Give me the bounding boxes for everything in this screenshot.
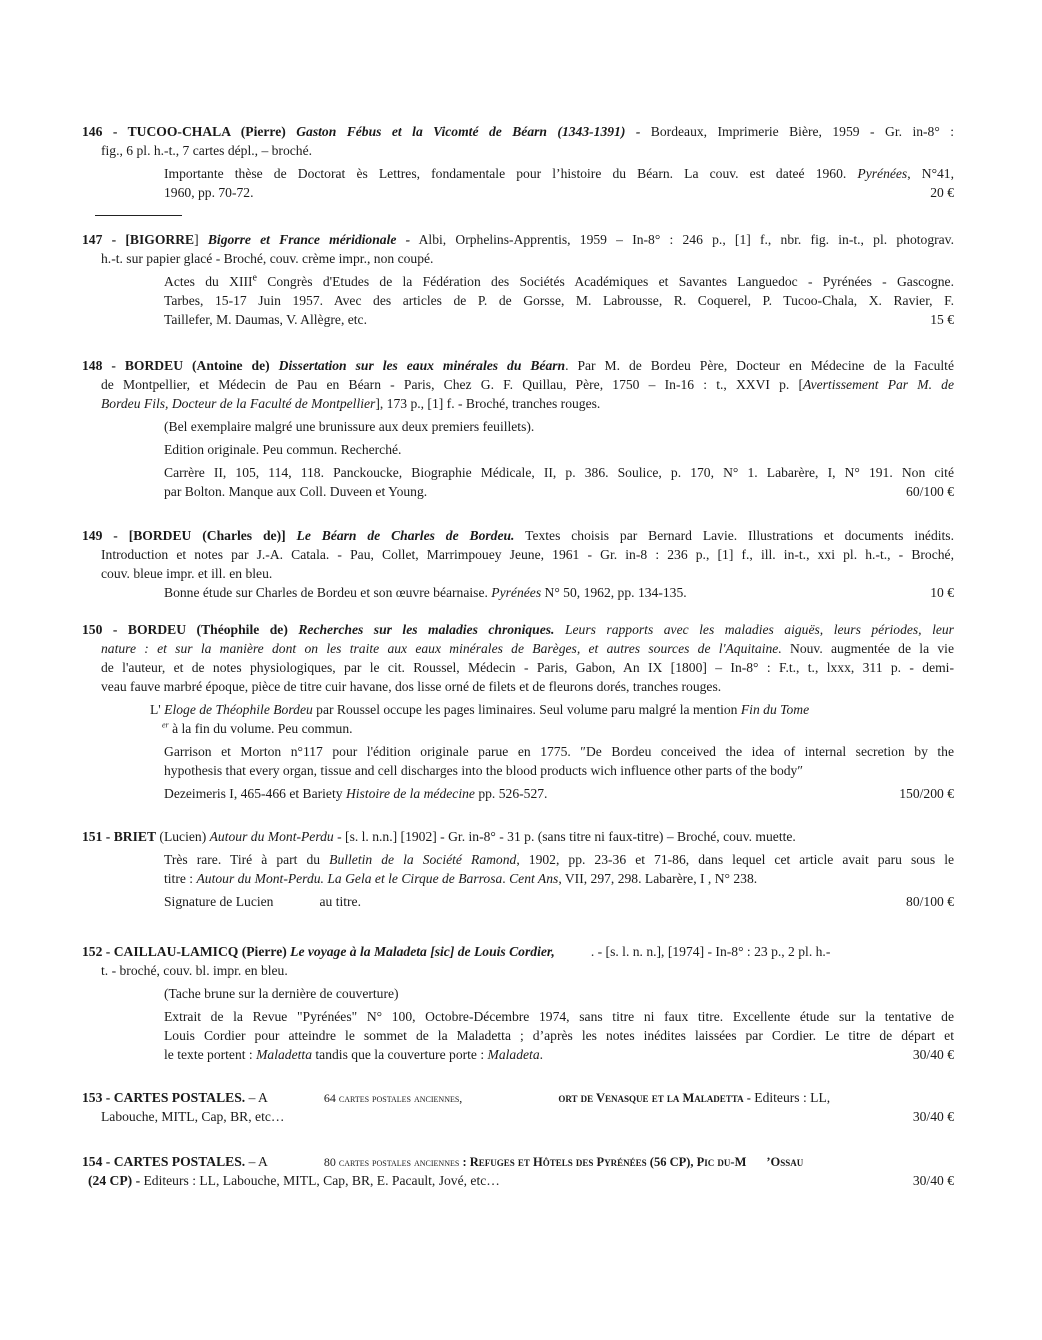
- entry-collation: couv. bleue impr. et ill. en bleu.: [101, 566, 273, 581]
- entry-title-line: 152 - CAILLAU-LAMICQ (Pierre) Le voyage à la Maladeta [sic] de Louis Cordier, . - [s. l. n. n.], [1974] - In-8° : 23 p., 2 pl. h.-: [82, 944, 831, 959]
- entry-title-line: 150 - BORDEU (Théophile de) Recherches sur les maladies chroniques. Leurs rapports avec les maladies aiguës, leurs périodes, leur: [82, 622, 954, 637]
- entry-note: Edition originale. Peu commun. Recherché.: [164, 442, 402, 457]
- entry-154: [82, 1152, 954, 1190]
- entry-title: Recherches sur les maladies chroniques.: [298, 622, 555, 637]
- entry-note: Bonne étude sur Charles de Bordeu et son œuvre béarnaise. Pyrénées N° 50, 1962, pp. 134-135. 10 €: [164, 585, 954, 600]
- entry-subtitle: nature : et sur la manière dont on les traite aux eaux minérales de Barèges, et autres sources de l'Aquitaine. Nouv. augmentée de la vie: [101, 641, 954, 656]
- entry-imprint: Introduction et notes par J.-A. Catala. - Pau, Collet, Marrimpouey Jeune, 1961 - Gr. in-8 : 236 p., [1] f., ill. in-t., xxi pl. h.-t., - Broché,: [101, 547, 954, 562]
- entry-title-line: 154 - CARTES POSTALES. – A 80 cartes postales anciennes : Refuges et Hôtels des Pyrénées (56 CP), Pic du-M ’Ossau: [82, 1154, 804, 1169]
- entry-title: Dissertation sur les eaux minérales du Béarn: [278, 358, 566, 373]
- entry-price: 30/40 €: [907, 1107, 954, 1126]
- entry-note: Garrison et Morton n°117 pour l'édition originale parue en 1775. ″De Bordeu conceived the idea of internal secretion by the: [164, 744, 954, 759]
- entry-title: Gaston Fébus et la Vicomté de Béarn (1343-1391) -: [296, 124, 641, 139]
- entry-binding: veau fauve marbré époque, pièce de titre cuir havane, dos lisse orné de filets et de fleurons dorés, tranches rouges.: [101, 679, 722, 694]
- entry-author: 148 - BORDEU (Antoine de): [82, 358, 279, 373]
- entry-collation: h.-t. sur papier glacé - Broché, couv. crème impr., non coupé.: [101, 251, 434, 266]
- entry-author: 146 - TUCOO-CHALA (Pierre): [82, 124, 297, 139]
- entry-title: Bigorre et France méridionale -: [207, 232, 411, 247]
- entry-note: par Bolton. Manque aux Coll. Duveen et Young. 60/100 €: [164, 484, 954, 499]
- entry-148: [82, 356, 954, 501]
- entry-price: 30/40 €: [907, 1171, 954, 1190]
- entry-note: (Tache brune sur la dernière de couverture): [164, 986, 399, 1001]
- entry-note: Louis Cordier pour atteindre le sommet de la Maladetta ; d’après les notes inédites laissées par Cordier. Le titre de départ et: [164, 1028, 954, 1043]
- entry-author: 154 - CARTES POSTALES.: [82, 1154, 246, 1169]
- entry-note: Très rare. Tiré à part du Bulletin de la Société Ramond, 1902, pp. 23-36 et 71-86, dans lequel cet article avait paru sous le: [164, 852, 955, 867]
- entry-147: [82, 230, 954, 329]
- entry-price: 30/40 €: [907, 1045, 954, 1064]
- entry-title-line: 147 - [BIGORRE] Bigorre et France méridionale - Albi, Orphelins-Apprentis, 1959 – In-8° : 246 p., [1] f., nbr. fig. in-t., pl. photograv.: [82, 232, 954, 247]
- entry-note: (Bel exemplaire malgré une brunissure aux deux premiers feuillets).: [164, 419, 535, 434]
- entry-note: L' Eloge de Théophile Bordeu par Roussel occupe les pages liminaires. Seul volume paru malgré la mention Fin du Tome: [150, 702, 810, 717]
- entry-price: 15 €: [924, 310, 954, 329]
- entry-price: 80/100 €: [900, 892, 954, 911]
- entry-author: 152 - CAILLAU-LAMICQ (Pierre): [82, 944, 291, 959]
- entry-153: [82, 1088, 954, 1126]
- entry-note: le texte portent : Maladetta tandis que la couverture porte : Maladeta. 30/40 €: [164, 1047, 954, 1062]
- entry-price: 150/200 €: [893, 784, 954, 803]
- entry-note: Dezeimeris I, 465-466 et Bariety Histoire de la médecine pp. 526-527. 150/200 €: [164, 786, 954, 801]
- entry-price: 10 €: [924, 583, 954, 602]
- entry-author: 151 - BRIET: [82, 829, 157, 844]
- entry-title-line: 153 - CARTES POSTALES. – A 64 cartes postales anciennes, ort de Venasque et la Maladetta - Editeurs : LL,: [82, 1090, 831, 1105]
- entry-title-line: [82, 122, 954, 141]
- entry-150: [82, 620, 954, 803]
- entry-imprint: de l'auteur, et de notes physiologiques, par le cit. Roussel, Médecin - Paris, Gabon, An IX [1800] – In-8° : F.t., t., lxxx, 311 p. - demi-: [101, 660, 954, 675]
- entry-note: titre : Autour du Mont-Perdu. La Gela et le Cirque de Barrosa. Cent Ans, VII, 297, 298. Labarère, I , N° 238.: [164, 871, 758, 886]
- entry-146: [82, 122, 954, 202]
- entry-note: 1960, pp. 70-72. 20 €: [164, 185, 954, 200]
- entry-collation: fig., 6 pl. h.-t., 7 cartes dépl., – broché.: [101, 143, 313, 158]
- entry-note: Signature de Lucien au titre. 80/100 €: [164, 894, 954, 909]
- entry-note: Importante thèse de Doctorat ès Lettres, fondamentale pour l’histoire du Béarn. La couv. est dateé 1960. Pyrénées, N°41,: [164, 166, 954, 181]
- separator-rule: [95, 215, 182, 216]
- entry-title: Le Béarn de Charles de Bordeu.: [296, 528, 515, 543]
- entry-title-line: 151 - BRIET (Lucien) Autour du Mont-Perdu - [s. l. n.n.] [1902] - Gr. in-8° - 31 p. (sans titre ni faux-titre) – Broché, couv. muette.: [82, 829, 796, 844]
- entry-note: Taillefer, M. Daumas, V. Allègre, etc. 15 €: [164, 312, 954, 327]
- entry-note: $^{er}$ à la fin du volume. Peu commun.: [162, 720, 353, 736]
- entry-152: [82, 942, 954, 1064]
- entry-imprint: Albi, Orphelins-Apprentis, 1959 – In-8° : 246 p., [1] f., nbr. fig. in-t., pl. photograv.: [410, 232, 954, 247]
- entry-price: 20 €: [924, 183, 954, 202]
- entry-author: 149 - [BORDEU (Charles de)]: [82, 528, 297, 543]
- entry-title-line: 148 - BORDEU (Antoine de) Dissertation sur les eaux minérales du Béarn. Par M. de Bordeu Père, Docteur en Médecine de la Faculté: [82, 358, 954, 373]
- entry-151: [82, 827, 954, 911]
- entry-note: Tarbes, 15-17 Juin 1957. Avec des articles de P. de Gorsse, M. Labrousse, R. Coquerel, P. Tucoo-Chala, X. Ravier, F.: [164, 293, 954, 308]
- entry-149: [82, 526, 954, 602]
- entry-author: 150 - BORDEU (Théophile de): [82, 622, 299, 637]
- entry-imprint: Bordeaux, Imprimerie Bière, 1959 - Gr. in-8° :: [640, 124, 954, 139]
- entry-title-line: 149 - [BORDEU (Charles de)] Le Béarn de Charles de Bordeu. Textes choisis par Bernard Lavie. Illustrations et documents inédits.: [82, 528, 954, 543]
- entry-collation: Labouche, MITL, Cap, BR, etc… 30/40 €: [101, 1109, 954, 1124]
- entry-author: 147 - [BIGORRE: [82, 232, 195, 247]
- entry-note: Actes du XIIIe Congrès d'Etudes de la Fédération des Sociétés Académiques et Savantes Languedoc - Pyrénées - Gascogne.: [164, 272, 954, 289]
- entry-title: Le voyage à la Maladeta [sic] de Louis Cordier,: [290, 944, 555, 959]
- entry-collation: Bordeu Fils, Docteur de la Faculté de Montpellier], 173 p., [1] f. - Broché, tranches rouges.: [101, 396, 601, 411]
- entry-title: Autour du Mont-Perdu: [209, 829, 334, 844]
- entry-price: 60/100 €: [900, 482, 954, 501]
- entry-collation: t. - broché, couv. bl. impr. en bleu.: [101, 963, 288, 978]
- entry-note: Extrait de la Revue "Pyrénées" N° 100, Octobre-Décembre 1974, sans titre ni faux titre. Excellente étude sur la tentative de: [164, 1009, 954, 1024]
- entry-note: Carrère II, 105, 114, 118. Panckoucke, Biographie Médicale, II, p. 386. Soulice, p. 170, N° 1. Labarère, I, N° 191. Non cité: [164, 465, 954, 480]
- entry-author: 153 - CARTES POSTALES.: [82, 1090, 246, 1105]
- entry-imprint: de Montpellier, et Médecin de Pau en Béarn - Paris, Chez G. F. Quillau, Père, 1750 – In-16 : t., XXVI p. [Avertissement Par M. de: [101, 377, 954, 392]
- entry-collation: (24 CP) - Editeurs : LL, Labouche, MITL, Cap, BR, E. Pacault, Jové, etc… 30/40 €: [88, 1173, 954, 1188]
- entry-note: hypothesis that every organ, tissue and cell discharges into the blood products wich influence other parts of the body″: [164, 763, 804, 778]
